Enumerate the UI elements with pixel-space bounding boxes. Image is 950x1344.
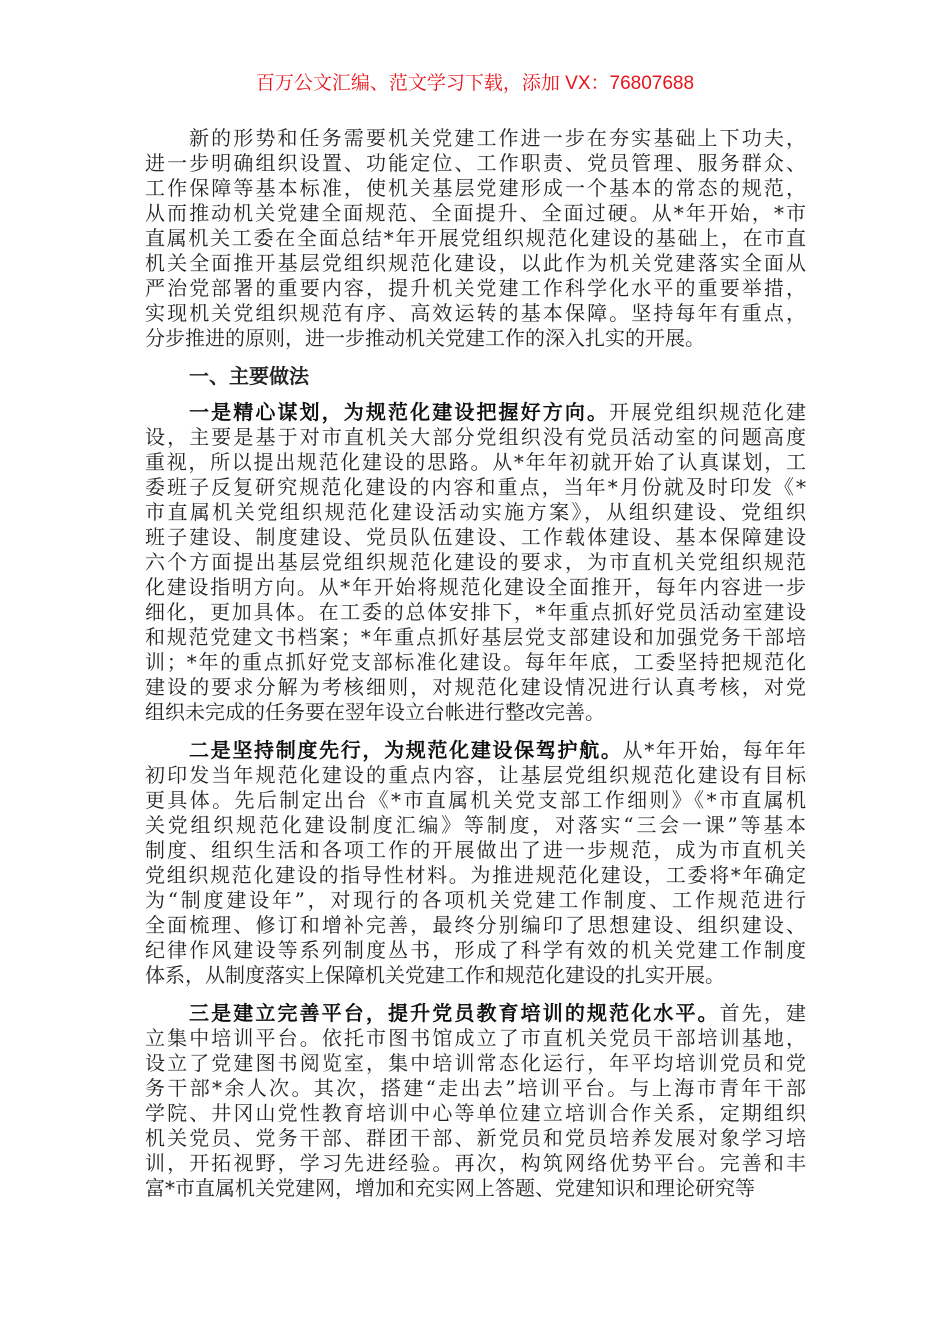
text-line <box>145 600 806 625</box>
text-line <box>145 301 806 326</box>
text-line <box>145 1176 806 1201</box>
text-line <box>145 1026 806 1051</box>
line-text: 为“制度建设年”，对现行的各项机关党建工作制度、工作规范进行 <box>145 888 806 912</box>
text-line <box>145 813 806 838</box>
text-line <box>145 326 806 351</box>
line-text: 组织未完成的任务要在翌年设立台帐进行整改完善。 <box>145 700 605 724</box>
text-line <box>145 1126 806 1151</box>
paragraph-lead: 三是建立完善平台，提升党员教育培训的规范化水平。 <box>189 1001 720 1025</box>
text-line <box>145 276 806 301</box>
line-text: 直属机关工委在全面总结*年开展党组织规范化建设的基础上，在市直 <box>145 226 806 250</box>
watermark-header: 百万公文汇编、范文学习下载，添加 VX：76807688 <box>255 73 695 94</box>
text-line <box>145 1051 806 1076</box>
line-text: 体系，从制度落实上保障机关党建工作和规范化建设的扎实开展。 <box>145 963 725 987</box>
text-line <box>145 1151 806 1176</box>
text-line <box>145 838 806 863</box>
line-text: 设立了党建图书阅览室，集中培训常态化运行，年平均培训党员和党 <box>145 1051 806 1075</box>
text-line <box>145 888 806 913</box>
line-text: 工作保障等基本标准，使机关基层党建形成一个基本的常态的规范， <box>145 176 806 200</box>
text-line <box>145 550 806 575</box>
line-text: 训，开拓视野，学习先进经验。再次，构筑网络优势平台。完善和丰 <box>145 1151 806 1175</box>
line-text: 机关党员、党务干部、群团干部、新党员和党员培养发展对象学习培 <box>145 1126 806 1150</box>
line-text: 委班子反复研究规范化建设的内容和重点，当年*月份就及时印发《* <box>145 475 806 499</box>
paragraph-lead: 二是坚持制度先行，为规范化建设保驾护航。 <box>189 738 623 762</box>
line-text: 初印发当年规范化建设的重点内容，让基层党组织规范化建设有目标 <box>145 763 806 787</box>
line-text: 分步推进的原则，进一步推动机关党建工作的深入扎实的开展。 <box>145 326 705 350</box>
text-line <box>145 226 806 251</box>
text-line <box>145 650 806 675</box>
text-line <box>145 425 806 450</box>
line-text: 开展党组织规范化建 <box>609 400 806 424</box>
text-line <box>145 201 806 226</box>
text-line <box>145 500 806 525</box>
text-line <box>145 126 806 151</box>
line-text: 学院、井冈山党性教育培训中心等单位建立培训合作关系，定期组织 <box>145 1101 806 1125</box>
line-text: 严治党部署的重要内容，提升机关党建工作科学化水平的重要举措， <box>145 276 806 300</box>
line-text: 更具体。先后制定出台《*市直属机关党支部工作细则》《*市直属机 <box>145 788 806 812</box>
section-paragraph-3 <box>145 1001 806 1201</box>
line-text: 立集中培训平台。依托市图书馆成立了市直机关党员干部培训基地， <box>145 1026 806 1050</box>
line-text: 新的形势和任务需要机关党建工作进一步在夯实基础上下功夫， <box>189 126 806 150</box>
line-text: 建设的要求分解为考核细则，对规范化建设情况进行认真考核，对党 <box>145 675 806 699</box>
text-line <box>145 400 806 425</box>
line-text: 设，主要是基于对市直机关大部分党组织没有党员活动室的问题高度 <box>145 425 806 449</box>
section-paragraph-1 <box>145 400 806 725</box>
text-line <box>145 251 806 276</box>
section-paragraph-2 <box>145 738 806 988</box>
line-text: 和规范党建文书档案；*年重点抓好基层党支部建设和加强党务干部培 <box>145 625 806 649</box>
line-text: 班子建设、制度建设、党员队伍建设、工作载体建设、基本保障建设 <box>145 525 806 549</box>
line-text: 富*市直属机关党建网，增加和充实网上答题、党建知识和理论研究等 <box>145 1176 755 1200</box>
line-text: 化建设指明方向。从*年开始将规范化建设全面推开，每年内容进一步 <box>145 575 806 599</box>
section-heading: 一、主要做法 <box>189 364 309 388</box>
text-line <box>145 863 806 888</box>
line-text: 从*年开始，每年年 <box>622 738 806 762</box>
text-line <box>145 1076 806 1101</box>
text-line <box>145 1101 806 1126</box>
line-text: 重视，所以提出规范化建设的思路。从*年年初就开始了认真谋划，工 <box>145 450 806 474</box>
line-text: 务干部*余人次。其次，搭建“走出去”培训平台。与上海市青年干部 <box>145 1076 806 1100</box>
text-line <box>145 938 806 963</box>
line-text: 制度、组织生活和各项工作的开展做出了进一步规范，成为市直机关 <box>145 838 806 862</box>
line-text: 从而推动机关党建全面规范、全面提升、全面过硬。从*年开始，*市 <box>145 201 806 225</box>
text-line <box>145 176 806 201</box>
line-text: 关党组织规范化建设制度汇编》等制度，对落实“三会一课”等基本 <box>145 813 806 837</box>
paragraph-lead: 一是精心谋划，为规范化建设把握好方向。 <box>189 400 610 424</box>
text-line <box>145 700 806 725</box>
line-text: 市直属机关党组织规范化建设活动实施方案》，从组织建设、党组织 <box>145 500 806 524</box>
line-text: 机关全面推开基层党组织规范化建设，以此作为机关党建落实全面从 <box>145 251 806 275</box>
intro-paragraph <box>145 126 806 351</box>
text-line <box>145 738 806 763</box>
text-line <box>145 963 806 988</box>
line-text: 进一步明确组织设置、功能定位、工作职责、党员管理、服务群众、 <box>145 151 806 175</box>
line-text: 六个方面提出基层党组织规范化建设的要求，为市直机关党组织规范 <box>145 550 806 574</box>
line-text: 党组织规范化建设的指导性材料。为推进规范化建设，工委将*年确定 <box>145 863 806 887</box>
text-line <box>145 525 806 550</box>
line-text: 细化，更加具体。在工委的总体安排下，*年重点抓好党员活动室建设 <box>145 600 806 624</box>
line-text: 首先，建 <box>719 1001 806 1025</box>
line-text: 纪律作风建设等系列制度丛书，形成了科学有效的机关党建工作制度 <box>145 938 806 962</box>
text-line <box>145 475 806 500</box>
text-line <box>145 151 806 176</box>
text-line <box>145 1001 806 1026</box>
text-line <box>145 625 806 650</box>
text-line <box>145 675 806 700</box>
line-text: 全面梳理、修订和增补完善，最终分别编印了思想建设、组织建设、 <box>145 913 806 937</box>
text-line <box>145 913 806 938</box>
text-line <box>145 450 806 475</box>
text-line <box>145 575 806 600</box>
text-line <box>145 763 806 788</box>
line-text: 训；*年的重点抓好党支部标准化建设。每年年底，工委坚持把规范化 <box>145 650 806 674</box>
text-line <box>145 788 806 813</box>
line-text: 实现机关党组织规范有序、高效运转的基本保障。坚持每年有重点， <box>145 301 806 325</box>
